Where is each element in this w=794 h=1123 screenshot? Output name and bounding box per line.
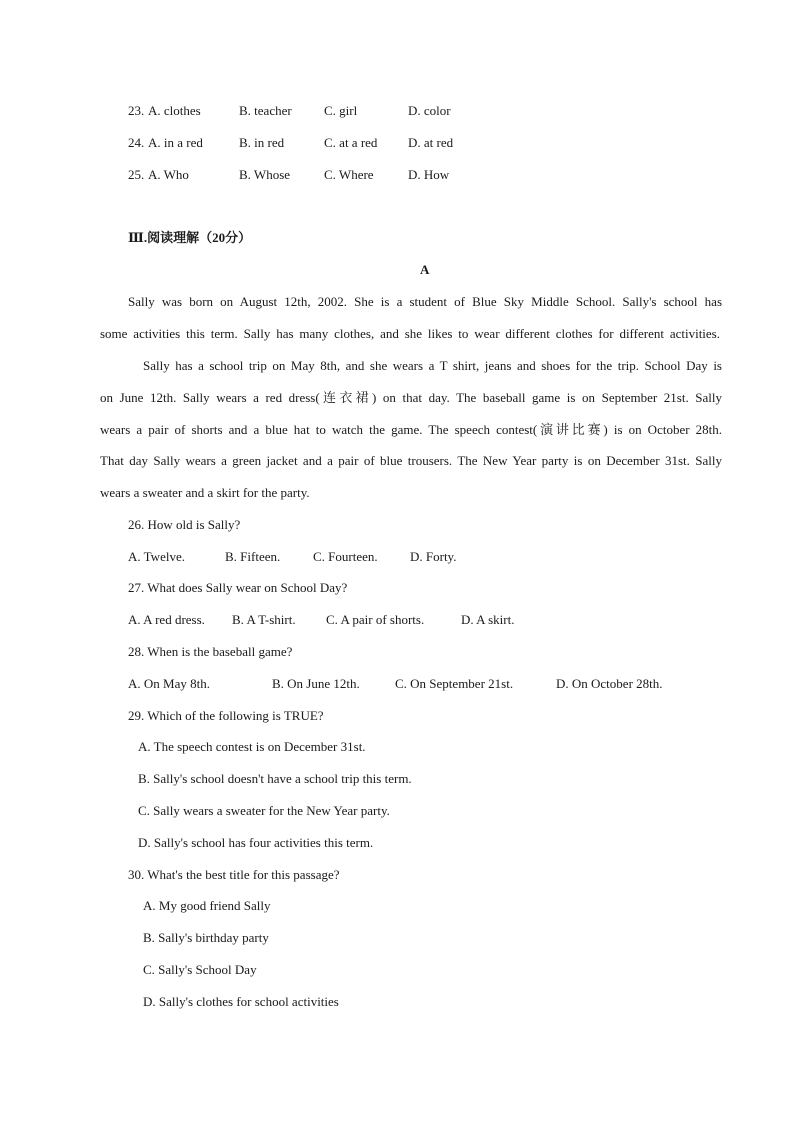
q27-option-a: A. A red dress. (128, 612, 205, 627)
q27-option-d: D. A skirt. (461, 612, 515, 627)
passage-label: A (420, 262, 430, 277)
q30-option-d: D. Sally's clothes for school activities (143, 994, 339, 1009)
q23-option-c: C. girl (324, 103, 358, 118)
q25-option-b: B. Whose (239, 167, 291, 182)
q29-stem: 29. Which of the following is TRUE? (128, 708, 324, 723)
q26-option-a: A. Twelve. (128, 549, 185, 564)
q29-option-b: B. Sally's school doesn't have a school trip this term. (138, 771, 412, 786)
q28-option-b: B. On June 12th. (272, 676, 360, 691)
q24-option-d: D. at red (408, 135, 454, 150)
passage-line-6: That day Sally wears a green jacket and a pair of blue trousers. The New Year party is on December 31st. Sally (100, 453, 722, 468)
q28-option-d: D. On October 28th. (556, 676, 663, 691)
q24-option-c: C. at a red (324, 135, 378, 150)
q23-option-d: D. color (408, 103, 451, 118)
q26-stem: 26. How old is Sally? (128, 517, 241, 532)
q23-option-a: A. clothes (148, 103, 201, 118)
q26-option-d: D. Forty. (410, 549, 457, 564)
q25-option-a: A. Who (148, 167, 189, 182)
q28-option-a: A. On May 8th. (128, 676, 210, 691)
q27-option-b: B. A T-shirt. (232, 612, 296, 627)
q30-option-a: A. My good friend Sally (143, 898, 271, 913)
passage-line-7: wears a sweater and a skirt for the party. (100, 485, 310, 500)
q29-option-d: D. Sally's school has four activities this term. (138, 835, 374, 850)
section-title: Ⅲ.阅读理解（20分） (128, 230, 252, 245)
q26-option-b: B. Fifteen. (225, 549, 281, 564)
q23-number: 23. (128, 103, 145, 118)
q24-number: 24. (128, 135, 145, 150)
passage-line-1: Sally was born on August 12th, 2002. She is a student of Blue Sky Middle School. Sally's school has (128, 294, 722, 309)
q27-stem: 27. What does Sally wear on School Day? (128, 580, 348, 595)
q25-option-d: D. How (408, 167, 450, 182)
q25-number: 25. (128, 167, 145, 182)
passage-line-2: some activities this term. Sally has many clothes, and she likes to wear different clothes for different activities. (100, 326, 720, 341)
q28-option-c: C. On September 21st. (395, 676, 514, 691)
passage-line-5: wears a pair of shorts and a blue hat to watch the game. The speech contest(演讲比赛) is on October 28th. (100, 422, 722, 437)
q27-option-c: C. A pair of shorts. (326, 612, 425, 627)
passage-line-4: on June 12th. Sally wears a red dress(连衣裙) on that day. The baseball game is on September 21st. Sally (100, 390, 722, 405)
q28-stem: 28. When is the baseball game? (128, 644, 293, 659)
q24-option-b: B. in red (239, 135, 285, 150)
q26-option-c: C. Fourteen. (313, 549, 378, 564)
q29-option-c: C. Sally wears a sweater for the New Year party. (138, 803, 390, 818)
q25-option-c: C. Where (324, 167, 374, 182)
q24-option-a: A. in a red (148, 135, 203, 150)
passage-line-3: Sally has a school trip on May 8th, and she wears a T shirt, jeans and shoes for the trip. School Day is (143, 358, 722, 373)
q30-option-b: B. Sally's birthday party (143, 930, 269, 945)
q23-option-b: B. teacher (239, 103, 292, 118)
q30-stem: 30. What's the best title for this passage? (128, 867, 340, 882)
q30-option-c: C. Sally's School Day (143, 962, 257, 977)
q29-option-a: A. The speech contest is on December 31st. (138, 739, 366, 754)
